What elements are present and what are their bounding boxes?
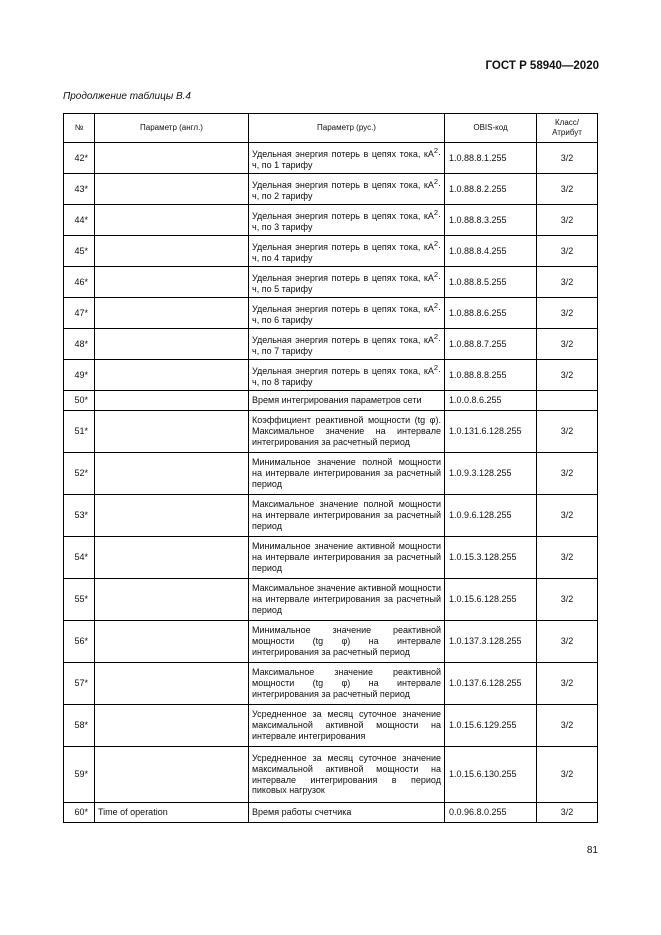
param-ru xyxy=(249,236,445,267)
table-row xyxy=(64,537,598,579)
param-ru-text: Удельная энергия потерь в цепях тока, кА xyxy=(252,365,434,376)
param-en xyxy=(95,236,249,267)
param-ru-text-tail: · ч, по 6 тарифу xyxy=(252,303,441,325)
table-row xyxy=(64,705,598,747)
table-row xyxy=(64,579,598,621)
obis-code: 1.0.88.8.5.255 xyxy=(445,267,537,298)
param-ru-text-tail: · ч, по 3 тарифу xyxy=(252,210,441,232)
class-attribute: 3/2 xyxy=(537,298,598,329)
obis-code: 1.0.88.8.4.255 xyxy=(445,236,537,267)
param-ru-text-tail: · ч, по 4 тарифу xyxy=(252,241,441,263)
class-attribute xyxy=(537,391,598,411)
row-number: 58* xyxy=(64,705,95,747)
param-ru xyxy=(249,298,445,329)
row-number: 55* xyxy=(64,579,95,621)
param-en xyxy=(95,411,249,453)
obis-code: 1.0.15.3.128.255 xyxy=(445,537,537,579)
param-en xyxy=(95,329,249,360)
row-number: 53* xyxy=(64,495,95,537)
table-row xyxy=(64,174,598,205)
class-attribute: 3/2 xyxy=(537,705,598,747)
row-number: 56* xyxy=(64,621,95,663)
obis-code: 1.0.137.3.128.255 xyxy=(445,621,537,663)
param-ru xyxy=(249,143,445,174)
unit-exponent: 2 xyxy=(433,331,438,341)
table-row xyxy=(64,803,598,823)
row-number: 57* xyxy=(64,663,95,705)
table-row xyxy=(64,663,598,705)
row-number: 43* xyxy=(64,174,95,205)
param-ru xyxy=(249,453,445,495)
table-row xyxy=(64,298,598,329)
param-ru xyxy=(249,495,445,537)
row-number: 45* xyxy=(64,236,95,267)
class-attribute: 3/2 xyxy=(537,411,598,453)
param-en xyxy=(95,360,249,391)
row-number: 44* xyxy=(64,205,95,236)
table-body xyxy=(64,143,598,823)
param-ru-text-tail: · ч, по 5 тарифу xyxy=(252,272,441,294)
row-number: 49* xyxy=(64,360,95,391)
param-ru xyxy=(249,579,445,621)
param-ru-text: Время работы счетчика xyxy=(252,807,352,818)
class-attribute: 3/2 xyxy=(537,803,598,823)
param-ru xyxy=(249,360,445,391)
class-attribute: 3/2 xyxy=(537,537,598,579)
class-attribute: 3/2 xyxy=(537,663,598,705)
param-ru-text-tail: · ч, по 2 тарифу xyxy=(252,179,441,201)
table-row xyxy=(64,391,598,411)
class-attribute: 3/2 xyxy=(537,236,598,267)
param-ru xyxy=(249,267,445,298)
unit-exponent: 2 xyxy=(433,207,438,217)
param-ru-text: Коэффициент реактивной мощности (tg φ). Максимальное значение на интервале интегрирования за расчетный период xyxy=(252,415,441,447)
table-row xyxy=(64,329,598,360)
row-number: 51* xyxy=(64,411,95,453)
param-en: Time of operation xyxy=(95,803,249,823)
param-ru-text: Усредненное за месяц суточное значение максимальной активной мощности на интервале интегрирования xyxy=(252,709,441,741)
row-number: 60* xyxy=(64,803,95,823)
obis-code: 1.0.9.6.128.255 xyxy=(445,495,537,537)
param-en xyxy=(95,705,249,747)
table-row xyxy=(64,360,598,391)
table-row xyxy=(64,411,598,453)
class-attribute: 3/2 xyxy=(537,143,598,174)
table-row xyxy=(64,621,598,663)
row-number: 42* xyxy=(64,143,95,174)
obis-code: 1.0.15.6.129.255 xyxy=(445,705,537,747)
class-attribute: 3/2 xyxy=(537,174,598,205)
param-ru xyxy=(249,174,445,205)
unit-exponent: 2 xyxy=(433,145,438,155)
obis-code: 1.0.9.3.128.255 xyxy=(445,453,537,495)
param-en xyxy=(95,298,249,329)
class-attribute: 3/2 xyxy=(537,329,598,360)
param-en xyxy=(95,537,249,579)
param-en xyxy=(95,579,249,621)
param-ru-text: Максимальное значение полной мощности на интервале интегрирования за расчетный период xyxy=(252,499,441,531)
param-ru xyxy=(249,205,445,236)
row-number: 46* xyxy=(64,267,95,298)
column-header-param-en: Параметр (англ.) xyxy=(95,114,249,143)
class-attribute: 3/2 xyxy=(537,453,598,495)
param-ru xyxy=(249,411,445,453)
param-en xyxy=(95,391,249,411)
class-attribute: 3/2 xyxy=(537,579,598,621)
table-row xyxy=(64,143,598,174)
column-header-param-ru: Параметр (рус.) xyxy=(249,114,445,143)
obis-code: 1.0.88.8.3.255 xyxy=(445,205,537,236)
param-ru xyxy=(249,705,445,747)
param-ru-text: Удельная энергия потерь в цепях тока, кА xyxy=(252,179,434,190)
param-ru-text: Удельная энергия потерь в цепях тока, кА xyxy=(252,148,434,159)
unit-exponent: 2 xyxy=(433,269,438,279)
obis-code: 1.0.15.6.130.255 xyxy=(445,747,537,803)
param-ru-text: Удельная энергия потерь в цепях тока, кА xyxy=(252,272,434,283)
param-en xyxy=(95,205,249,236)
table-header-row xyxy=(64,114,598,143)
obis-code: 1.0.88.8.8.255 xyxy=(445,360,537,391)
param-ru xyxy=(249,391,445,411)
param-en xyxy=(95,143,249,174)
param-ru-text: Максимальное значение реактивной мощности (tg φ) на интервале интегрирования за расчетный период xyxy=(252,667,441,699)
unit-exponent: 2 xyxy=(433,176,438,186)
param-ru xyxy=(249,537,445,579)
param-en xyxy=(95,174,249,205)
obis-code: 1.0.88.8.2.255 xyxy=(445,174,537,205)
class-attribute: 3/2 xyxy=(537,205,598,236)
table-row xyxy=(64,453,598,495)
obis-code: 1.0.137.6.128.255 xyxy=(445,663,537,705)
param-ru-text: Минимальное значение полной мощности на интервале интегрирования за расчетный период xyxy=(252,457,441,489)
row-number: 59* xyxy=(64,747,95,803)
class-attribute: 3/2 xyxy=(537,495,598,537)
class-attribute: 3/2 xyxy=(537,747,598,803)
param-ru-text: Максимальное значение активной мощности на интервале интегрирования за расчетный период xyxy=(252,583,441,615)
param-ru-text-tail: · ч, по 8 тарифу xyxy=(252,365,441,387)
row-number: 52* xyxy=(64,453,95,495)
class-attribute: 3/2 xyxy=(537,360,598,391)
param-ru-text-tail: · ч, по 1 тарифу xyxy=(252,148,441,170)
param-en xyxy=(95,267,249,298)
param-en xyxy=(95,453,249,495)
table-row xyxy=(64,495,598,537)
column-header-class-attr: Класс/ Атрибут xyxy=(537,114,598,143)
table-row xyxy=(64,236,598,267)
param-ru xyxy=(249,621,445,663)
obis-code: 1.0.131.6.128.255 xyxy=(445,411,537,453)
class-attribute: 3/2 xyxy=(537,621,598,663)
param-en xyxy=(95,621,249,663)
param-en xyxy=(95,495,249,537)
row-number: 47* xyxy=(64,298,95,329)
row-number: 48* xyxy=(64,329,95,360)
param-ru-text: Удельная энергия потерь в цепях тока, кА xyxy=(252,241,434,252)
column-header-number: № xyxy=(64,114,95,143)
param-ru-text-tail: · ч, по 7 тарифу xyxy=(252,334,441,356)
row-number: 54* xyxy=(64,537,95,579)
param-ru-text: Удельная энергия потерь в цепях тока, кА xyxy=(252,303,434,314)
row-number: 50* xyxy=(64,391,95,411)
param-ru-text: Удельная энергия потерь в цепях тока, кА xyxy=(252,210,434,221)
table-row xyxy=(64,267,598,298)
table-row xyxy=(64,205,598,236)
param-en xyxy=(95,663,249,705)
obis-code: 1.0.15.6.128.255 xyxy=(445,579,537,621)
param-ru xyxy=(249,747,445,803)
page-number: 81 xyxy=(586,845,598,856)
unit-exponent: 2 xyxy=(433,238,438,248)
param-ru xyxy=(249,803,445,823)
parameters-table xyxy=(63,113,598,823)
param-ru-text: Время интегрирования параметров сети xyxy=(252,395,422,406)
obis-code: 1.0.88.8.1.255 xyxy=(445,143,537,174)
param-en xyxy=(95,747,249,803)
document-code: ГОСТ Р 58940—2020 xyxy=(485,60,599,72)
class-attribute: 3/2 xyxy=(537,267,598,298)
column-header-obis: OBIS-код xyxy=(445,114,537,143)
param-ru-text: Минимальное значение реактивной мощности (tg φ) на интервале интегрирования за расчетный период xyxy=(252,625,441,657)
obis-code: 0.0.96.8.0.255 xyxy=(445,803,537,823)
unit-exponent: 2 xyxy=(433,362,438,372)
param-ru-text: Удельная энергия потерь в цепях тока, кА xyxy=(252,334,434,345)
param-ru-text: Минимальное значение активной мощности на интервале интегрирования за расчетный период xyxy=(252,541,441,573)
table-caption: Продолжение таблицы В.4 xyxy=(63,91,191,102)
obis-code: 1.0.88.8.7.255 xyxy=(445,329,537,360)
param-ru xyxy=(249,663,445,705)
table-row xyxy=(64,747,598,803)
unit-exponent: 2 xyxy=(433,300,438,310)
obis-code: 1.0.0.8.6.255 xyxy=(445,391,537,411)
param-ru xyxy=(249,329,445,360)
param-ru-text: Усредненное за месяц суточное значение максимальной активной мощности на интервале интегрирования в период пиковых нагрузок xyxy=(252,752,441,796)
obis-code: 1.0.88.8.6.255 xyxy=(445,298,537,329)
